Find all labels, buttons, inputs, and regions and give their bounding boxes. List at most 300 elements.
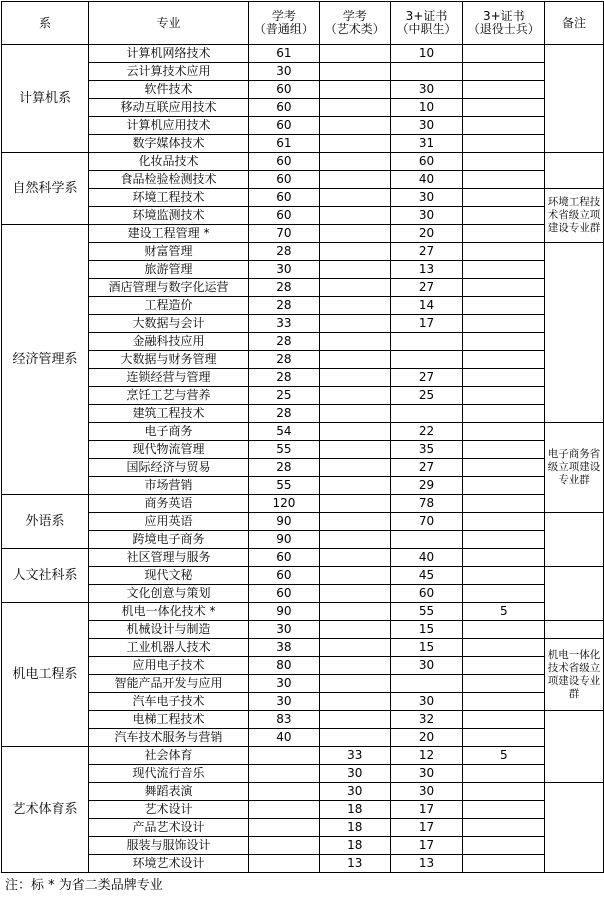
- cert-veteran-cell: [463, 279, 545, 297]
- cert-veteran-cell: [463, 531, 545, 549]
- cert-vocational-cell: [390, 351, 463, 369]
- exam-general-cell: 90: [249, 513, 320, 531]
- exam-art-cell: [319, 297, 390, 315]
- cert-vocational-cell: 31: [390, 135, 463, 153]
- major-cell: 舞蹈表演: [89, 783, 249, 801]
- cert-veteran-cell: [463, 45, 545, 63]
- major-cell: 金融科技应用: [89, 333, 249, 351]
- cert-veteran-cell: 5: [463, 603, 545, 621]
- cert-vocational-cell: 70: [390, 513, 463, 531]
- remark-cell: [545, 513, 604, 567]
- table-row: [2, 171, 604, 189]
- exam-art-cell: [319, 315, 390, 333]
- cert-veteran-cell: [463, 783, 545, 801]
- cert-vocational-cell: 40: [390, 549, 463, 567]
- dept-cell: 外语系: [2, 495, 89, 549]
- major-cell: 国际经济与贸易: [89, 459, 249, 477]
- exam-general-cell: [249, 765, 320, 783]
- cert-veteran-cell: [463, 207, 545, 225]
- cert-vocational-cell: 15: [390, 639, 463, 657]
- cert-vocational-cell: 22: [390, 423, 463, 441]
- table-row: [2, 315, 604, 333]
- exam-general-cell: 38: [249, 639, 320, 657]
- exam-art-cell: [319, 513, 390, 531]
- cert-vocational-cell: 60: [390, 153, 463, 171]
- exam-general-cell: 28: [249, 405, 320, 423]
- exam-general-cell: 30: [249, 63, 320, 81]
- cert-vocational-cell: 35: [390, 441, 463, 459]
- exam-general-cell: 28: [249, 279, 320, 297]
- exam-art-cell: [319, 117, 390, 135]
- cert-vocational-cell: 20: [390, 225, 463, 243]
- exam-art-cell: 18: [319, 801, 390, 819]
- major-cell: 现代流行音乐: [89, 765, 249, 783]
- exam-general-cell: 120: [249, 495, 320, 513]
- exam-art-cell: [319, 675, 390, 693]
- table-row: [2, 819, 604, 837]
- cert-vocational-cell: 30: [390, 207, 463, 225]
- exam-art-cell: [319, 549, 390, 567]
- table-row: [2, 117, 604, 135]
- table-row: [2, 729, 604, 747]
- major-cell: 食品检验检测技术: [89, 171, 249, 189]
- cert-veteran-cell: [463, 729, 545, 747]
- exam-general-cell: 28: [249, 243, 320, 261]
- major-cell: 计算机应用技术: [89, 117, 249, 135]
- major-cell: 文化创意与策划: [89, 585, 249, 603]
- table-row: [2, 495, 604, 513]
- cert-veteran-cell: [463, 801, 545, 819]
- major-cell: 化妆品技术: [89, 153, 249, 171]
- exam-art-cell: [319, 135, 390, 153]
- cert-veteran-cell: [463, 387, 545, 405]
- exam-art-cell: 30: [319, 783, 390, 801]
- major-cell: 环境工程技术: [89, 189, 249, 207]
- cert-veteran-cell: [463, 225, 545, 243]
- table-row: [2, 63, 604, 81]
- exam-art-cell: [319, 99, 390, 117]
- cert-veteran-cell: [463, 675, 545, 693]
- exam-art-cell: 18: [319, 819, 390, 837]
- major-cell: 大数据与会计: [89, 315, 249, 333]
- exam-general-cell: 60: [249, 171, 320, 189]
- cert-veteran-cell: [463, 459, 545, 477]
- header-row: [2, 2, 604, 45]
- cert-veteran-cell: [463, 171, 545, 189]
- table-row: [2, 297, 604, 315]
- table-row: [2, 765, 604, 783]
- table-row: [2, 711, 604, 729]
- table-row: [2, 783, 604, 801]
- cert-vocational-cell: 27: [390, 459, 463, 477]
- exam-general-cell: 60: [249, 117, 320, 135]
- header-cert-vocational: 3+证书 （中职生）: [390, 2, 463, 45]
- major-cell: 市场营销: [89, 477, 249, 495]
- cert-vocational-cell: 32: [390, 711, 463, 729]
- cert-veteran-cell: [463, 549, 545, 567]
- exam-general-cell: 61: [249, 135, 320, 153]
- remark-cell: [545, 621, 604, 639]
- remark-cell: [545, 243, 604, 423]
- cert-veteran-cell: [463, 333, 545, 351]
- exam-general-cell: 90: [249, 531, 320, 549]
- remark-cell: [545, 153, 604, 189]
- remark-cell: [545, 783, 604, 873]
- major-cell: 软件技术: [89, 81, 249, 99]
- major-cell: 社区管理与服务: [89, 549, 249, 567]
- table-row: [2, 657, 604, 675]
- cert-vocational-cell: 10: [390, 99, 463, 117]
- exam-general-cell: 60: [249, 189, 320, 207]
- exam-general-cell: 28: [249, 351, 320, 369]
- exam-art-cell: [319, 189, 390, 207]
- dept-cell: 自然科学系: [2, 153, 89, 225]
- cert-vocational-cell: 27: [390, 369, 463, 387]
- major-cell: 机电一体化技术 *: [89, 603, 249, 621]
- cert-vocational-cell: 30: [390, 657, 463, 675]
- table-body: [2, 45, 604, 873]
- major-cell: 应用英语: [89, 513, 249, 531]
- exam-art-cell: [319, 531, 390, 549]
- table-row: [2, 459, 604, 477]
- cert-vocational-cell: 17: [390, 837, 463, 855]
- remark-cell: 环境工程技术省级立项建设专业群: [545, 189, 604, 243]
- cert-veteran-cell: [463, 693, 545, 711]
- exam-general-cell: 60: [249, 567, 320, 585]
- cert-vocational-cell: 30: [390, 81, 463, 99]
- cert-veteran-cell: [463, 711, 545, 729]
- table-row: [2, 423, 604, 441]
- exam-general-cell: [249, 783, 320, 801]
- cert-veteran-cell: [463, 261, 545, 279]
- exam-general-cell: 61: [249, 45, 320, 63]
- table-row: [2, 531, 604, 549]
- table-row: [2, 567, 604, 585]
- table-row: [2, 369, 604, 387]
- table-row: [2, 405, 604, 423]
- cert-veteran-cell: [463, 351, 545, 369]
- cert-vocational-cell: [390, 405, 463, 423]
- header-exam-general: 学考 （普通组）: [249, 2, 320, 45]
- cert-vocational-cell: 17: [390, 801, 463, 819]
- cert-vocational-cell: 30: [390, 783, 463, 801]
- exam-general-cell: 55: [249, 477, 320, 495]
- major-cell: 现代物流管理: [89, 441, 249, 459]
- major-cell: 电子商务: [89, 423, 249, 441]
- cert-veteran-cell: [463, 117, 545, 135]
- exam-general-cell: 60: [249, 153, 320, 171]
- exam-art-cell: [319, 657, 390, 675]
- table-row: [2, 837, 604, 855]
- major-cell: 服装与服饰设计: [89, 837, 249, 855]
- exam-art-cell: [319, 207, 390, 225]
- major-cell: 建筑工程技术: [89, 405, 249, 423]
- exam-art-cell: [319, 729, 390, 747]
- table-row: [2, 675, 604, 693]
- cert-vocational-cell: 17: [390, 315, 463, 333]
- cert-veteran-cell: [463, 441, 545, 459]
- remark-cell: 电子商务省级立项建设专业群: [545, 423, 604, 513]
- major-cell: 汽车电子技术: [89, 693, 249, 711]
- major-cell: 财富管理: [89, 243, 249, 261]
- cert-vocational-cell: 25: [390, 387, 463, 405]
- exam-general-cell: 60: [249, 81, 320, 99]
- exam-general-cell: [249, 855, 320, 873]
- cert-veteran-cell: [463, 657, 545, 675]
- exam-general-cell: [249, 801, 320, 819]
- major-cell: 机械设计与制造: [89, 621, 249, 639]
- cert-vocational-cell: 14: [390, 297, 463, 315]
- cert-veteran-cell: [463, 855, 545, 873]
- cert-veteran-cell: [463, 423, 545, 441]
- dept-cell: 经济管理系: [2, 225, 89, 495]
- cert-vocational-cell: 30: [390, 117, 463, 135]
- exam-art-cell: [319, 369, 390, 387]
- exam-general-cell: 55: [249, 441, 320, 459]
- admission-plan-table: [1, 1, 604, 873]
- exam-general-cell: 90: [249, 603, 320, 621]
- table-row: [2, 207, 604, 225]
- table-row: [2, 621, 604, 639]
- table-row: [2, 333, 604, 351]
- exam-art-cell: [319, 585, 390, 603]
- exam-art-cell: [319, 81, 390, 99]
- major-cell: 工程造价: [89, 297, 249, 315]
- major-cell: 酒店管理与数字化运营: [89, 279, 249, 297]
- cert-vocational-cell: 12: [390, 747, 463, 765]
- table-row: [2, 549, 604, 567]
- table-row: [2, 441, 604, 459]
- cert-vocational-cell: 30: [390, 765, 463, 783]
- major-cell: 电梯工程技术: [89, 711, 249, 729]
- exam-general-cell: 30: [249, 693, 320, 711]
- exam-art-cell: 13: [319, 855, 390, 873]
- table-row: [2, 189, 604, 207]
- major-cell: 环境监测技术: [89, 207, 249, 225]
- cert-veteran-cell: [463, 99, 545, 117]
- cert-veteran-cell: [463, 153, 545, 171]
- exam-general-cell: 60: [249, 585, 320, 603]
- exam-art-cell: [319, 243, 390, 261]
- cert-vocational-cell: [390, 333, 463, 351]
- table-row: [2, 45, 604, 63]
- exam-general-cell: 60: [249, 549, 320, 567]
- exam-art-cell: 33: [319, 747, 390, 765]
- exam-art-cell: [319, 225, 390, 243]
- major-cell: 社会体育: [89, 747, 249, 765]
- cert-veteran-cell: 5: [463, 747, 545, 765]
- exam-art-cell: [319, 621, 390, 639]
- cert-veteran-cell: [463, 81, 545, 99]
- exam-art-cell: [319, 387, 390, 405]
- cert-veteran-cell: [463, 315, 545, 333]
- dept-cell: 艺术体育系: [2, 747, 89, 873]
- dept-cell: 人文社科系: [2, 549, 89, 603]
- major-cell: 跨境电子商务: [89, 531, 249, 549]
- cert-veteran-cell: [463, 477, 545, 495]
- cert-veteran-cell: [463, 495, 545, 513]
- header-cert-veteran: 3+证书 （退役士兵）: [463, 2, 545, 45]
- exam-general-cell: 28: [249, 369, 320, 387]
- cert-veteran-cell: [463, 189, 545, 207]
- exam-art-cell: [319, 477, 390, 495]
- cert-vocational-cell: [390, 63, 463, 81]
- exam-general-cell: 80: [249, 657, 320, 675]
- major-cell: 建设工程管理 *: [89, 225, 249, 243]
- cert-vocational-cell: 20: [390, 729, 463, 747]
- cert-vocational-cell: 17: [390, 819, 463, 837]
- exam-art-cell: [319, 693, 390, 711]
- exam-art-cell: [319, 405, 390, 423]
- cert-vocational-cell: 60: [390, 585, 463, 603]
- cert-veteran-cell: [463, 837, 545, 855]
- table-row: [2, 225, 604, 243]
- major-cell: 工业机器人技术: [89, 639, 249, 657]
- remark-cell: 机电一体化技术省级立项建设专业群: [545, 639, 604, 711]
- exam-general-cell: 28: [249, 333, 320, 351]
- cert-veteran-cell: [463, 135, 545, 153]
- cert-veteran-cell: [463, 63, 545, 81]
- exam-general-cell: 25: [249, 387, 320, 405]
- cert-veteran-cell: [463, 639, 545, 657]
- exam-general-cell: 28: [249, 459, 320, 477]
- major-cell: 烹饪工艺与营养: [89, 387, 249, 405]
- major-cell: 智能产品开发与应用: [89, 675, 249, 693]
- exam-general-cell: 40: [249, 729, 320, 747]
- exam-art-cell: [319, 567, 390, 585]
- major-cell: 大数据与财务管理: [89, 351, 249, 369]
- exam-art-cell: [319, 441, 390, 459]
- exam-general-cell: 30: [249, 675, 320, 693]
- exam-art-cell: [319, 351, 390, 369]
- exam-general-cell: 54: [249, 423, 320, 441]
- major-cell: 云计算技术应用: [89, 63, 249, 81]
- major-cell: 现代文秘: [89, 567, 249, 585]
- exam-general-cell: [249, 747, 320, 765]
- exam-art-cell: [319, 711, 390, 729]
- cert-veteran-cell: [463, 405, 545, 423]
- cert-veteran-cell: [463, 243, 545, 261]
- table-row: [2, 801, 604, 819]
- table-row: [2, 99, 604, 117]
- exam-art-cell: [319, 63, 390, 81]
- table-row: [2, 153, 604, 171]
- table-row: [2, 513, 604, 531]
- table-row: [2, 243, 604, 261]
- exam-art-cell: [319, 333, 390, 351]
- exam-general-cell: 30: [249, 261, 320, 279]
- remark-cell: [545, 45, 604, 153]
- cert-veteran-cell: [463, 369, 545, 387]
- remark-cell: [545, 711, 604, 783]
- cert-vocational-cell: 30: [390, 189, 463, 207]
- major-cell: 连锁经营与管理: [89, 369, 249, 387]
- table-row: [2, 387, 604, 405]
- table-row: [2, 351, 604, 369]
- exam-general-cell: 60: [249, 99, 320, 117]
- exam-art-cell: [319, 171, 390, 189]
- table-row: [2, 279, 604, 297]
- cert-veteran-cell: [463, 819, 545, 837]
- cert-veteran-cell: [463, 297, 545, 315]
- exam-general-cell: [249, 819, 320, 837]
- cert-vocational-cell: [390, 675, 463, 693]
- header-remark: 备注: [545, 2, 604, 45]
- cert-vocational-cell: 27: [390, 279, 463, 297]
- exam-art-cell: [319, 603, 390, 621]
- table-row: [2, 693, 604, 711]
- major-cell: 艺术设计: [89, 801, 249, 819]
- footnote: 注：标 * 为省二类品牌专业: [5, 878, 163, 893]
- cert-vocational-cell: 27: [390, 243, 463, 261]
- table-row: [2, 585, 604, 603]
- cert-vocational-cell: [390, 531, 463, 549]
- exam-art-cell: 30: [319, 765, 390, 783]
- cert-vocational-cell: 78: [390, 495, 463, 513]
- exam-art-cell: [319, 261, 390, 279]
- cert-veteran-cell: [463, 513, 545, 531]
- exam-art-cell: [319, 459, 390, 477]
- exam-general-cell: 28: [249, 297, 320, 315]
- major-cell: 计算机网络技术: [89, 45, 249, 63]
- exam-general-cell: [249, 837, 320, 855]
- cert-vocational-cell: 40: [390, 171, 463, 189]
- table-row: [2, 855, 604, 873]
- exam-art-cell: 18: [319, 837, 390, 855]
- cert-vocational-cell: 30: [390, 693, 463, 711]
- dept-cell: 机电工程系: [2, 603, 89, 747]
- cert-vocational-cell: 10: [390, 45, 463, 63]
- cert-vocational-cell: 13: [390, 261, 463, 279]
- exam-general-cell: 30: [249, 621, 320, 639]
- table-row: [2, 135, 604, 153]
- cert-vocational-cell: 29: [390, 477, 463, 495]
- major-cell: 汽车技术服务与营销: [89, 729, 249, 747]
- cert-vocational-cell: 45: [390, 567, 463, 585]
- major-cell: 旅游管理: [89, 261, 249, 279]
- table-row: [2, 261, 604, 279]
- exam-art-cell: [319, 153, 390, 171]
- major-cell: 应用电子技术: [89, 657, 249, 675]
- exam-general-cell: 70: [249, 225, 320, 243]
- table-row: [2, 639, 604, 657]
- header-exam-art: 学考 （艺术类）: [319, 2, 390, 45]
- major-cell: 数字媒体技术: [89, 135, 249, 153]
- major-cell: 环境艺术设计: [89, 855, 249, 873]
- major-cell: 产品艺术设计: [89, 819, 249, 837]
- exam-general-cell: 33: [249, 315, 320, 333]
- exam-general-cell: 83: [249, 711, 320, 729]
- table-row: [2, 81, 604, 99]
- major-cell: 商务英语: [89, 495, 249, 513]
- cert-vocational-cell: 15: [390, 621, 463, 639]
- exam-art-cell: [319, 495, 390, 513]
- remark-cell: [545, 567, 604, 621]
- header-major: 专业: [89, 2, 249, 45]
- dept-cell: 计算机系: [2, 45, 89, 153]
- exam-art-cell: [319, 45, 390, 63]
- table-row: [2, 747, 604, 765]
- exam-art-cell: [319, 639, 390, 657]
- cert-veteran-cell: [463, 765, 545, 783]
- header-dept: 系: [2, 2, 89, 45]
- cert-veteran-cell: [463, 621, 545, 639]
- cert-veteran-cell: [463, 567, 545, 585]
- exam-general-cell: 60: [249, 207, 320, 225]
- table-row: [2, 477, 604, 495]
- exam-art-cell: [319, 423, 390, 441]
- table-row: [2, 603, 604, 621]
